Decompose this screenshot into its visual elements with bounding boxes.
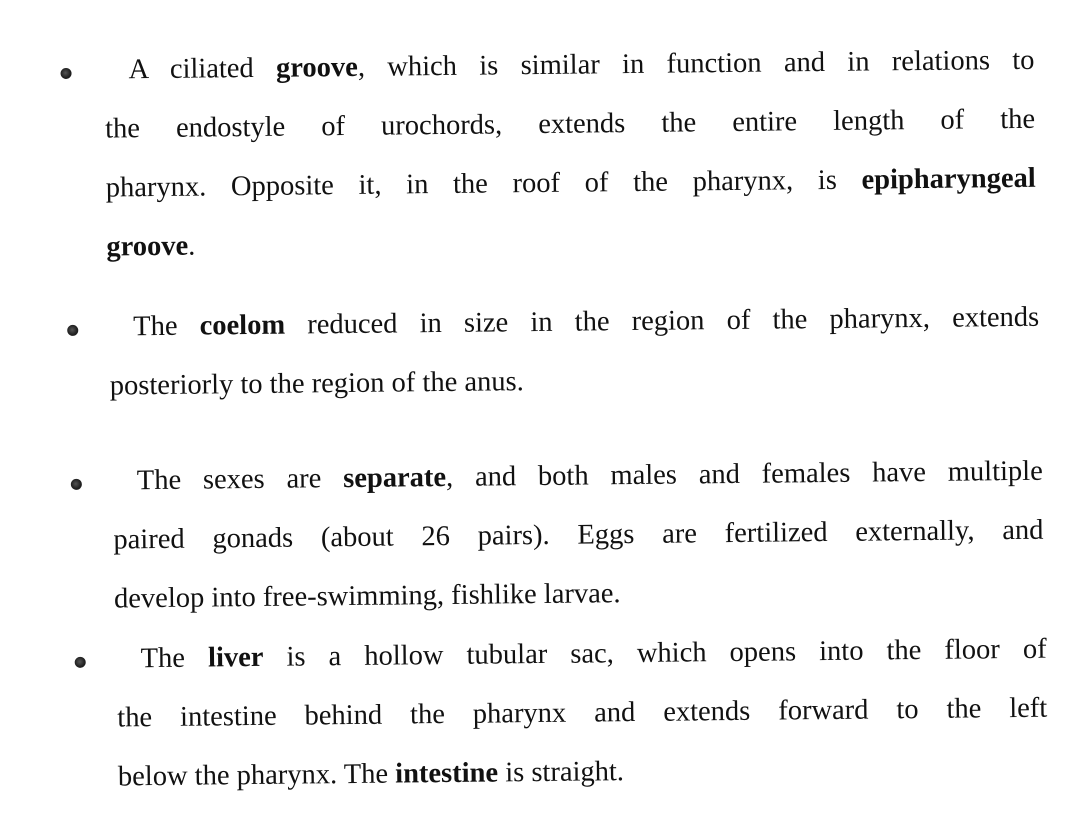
text-run: The sexes are [136, 463, 344, 497]
text-run: reduced in size in the region of the pharynx, extends [284, 301, 1040, 341]
bold-term: liver [207, 641, 264, 674]
text-run: A ciliated [128, 52, 277, 86]
text-run: . [188, 230, 196, 262]
text-line [109, 288, 1040, 357]
bullet-point-icon [75, 657, 86, 668]
text-run: The [140, 642, 209, 675]
text-run: , which is similar in function and in relations to [357, 44, 1035, 83]
text-line [106, 208, 1037, 277]
text-run: The [133, 310, 200, 343]
bold-term: groove [275, 51, 359, 84]
text-run: pharynx. Opposite it, in the roof of the pharynx, is [105, 164, 862, 204]
bullet-point-icon [60, 68, 71, 79]
text-run: posteriorly to the region of the anus. [109, 366, 524, 402]
text-run: paired gonads (about 26 pairs). Eggs are fertilized externally, and [113, 514, 1044, 556]
paragraph [109, 288, 1040, 416]
text-line [113, 501, 1044, 570]
bullet-item-pharyngeal-groove [0, 0, 1076, 263]
text-run: the intestine behind the pharynx and extends forward to the left [117, 692, 1048, 734]
bold-term: groove [106, 230, 189, 263]
text-line [118, 738, 1049, 807]
bullet-point-icon [71, 479, 82, 490]
text-line [105, 149, 1036, 218]
text-line [110, 347, 1041, 416]
bold-term: separate [342, 461, 447, 495]
bold-term: coelom [199, 309, 286, 342]
paragraph [104, 31, 1036, 277]
text-line [104, 31, 1035, 100]
text-line [114, 560, 1045, 629]
text-run: is straight. [497, 756, 625, 789]
paragraph [116, 620, 1048, 807]
text-line [117, 679, 1048, 748]
text-line [113, 442, 1044, 511]
bold-term: intestine [395, 757, 499, 790]
paragraph [113, 442, 1045, 629]
bold-term: epipharyngeal [861, 162, 1036, 196]
text-run: the endostyle of urochords, extends the entire length of the [104, 103, 1036, 145]
text-run: develop into free-swimming, fishlike larvae. [113, 578, 621, 615]
text-run: , and both males and females have multiple [445, 455, 1043, 493]
text-line [105, 90, 1036, 159]
text-run: is a hollow tubular sac, which opens into the floor of [263, 633, 1047, 673]
text-line [116, 620, 1047, 689]
bullet-point-icon [67, 325, 78, 336]
text-run: below the pharynx. The [117, 758, 396, 793]
